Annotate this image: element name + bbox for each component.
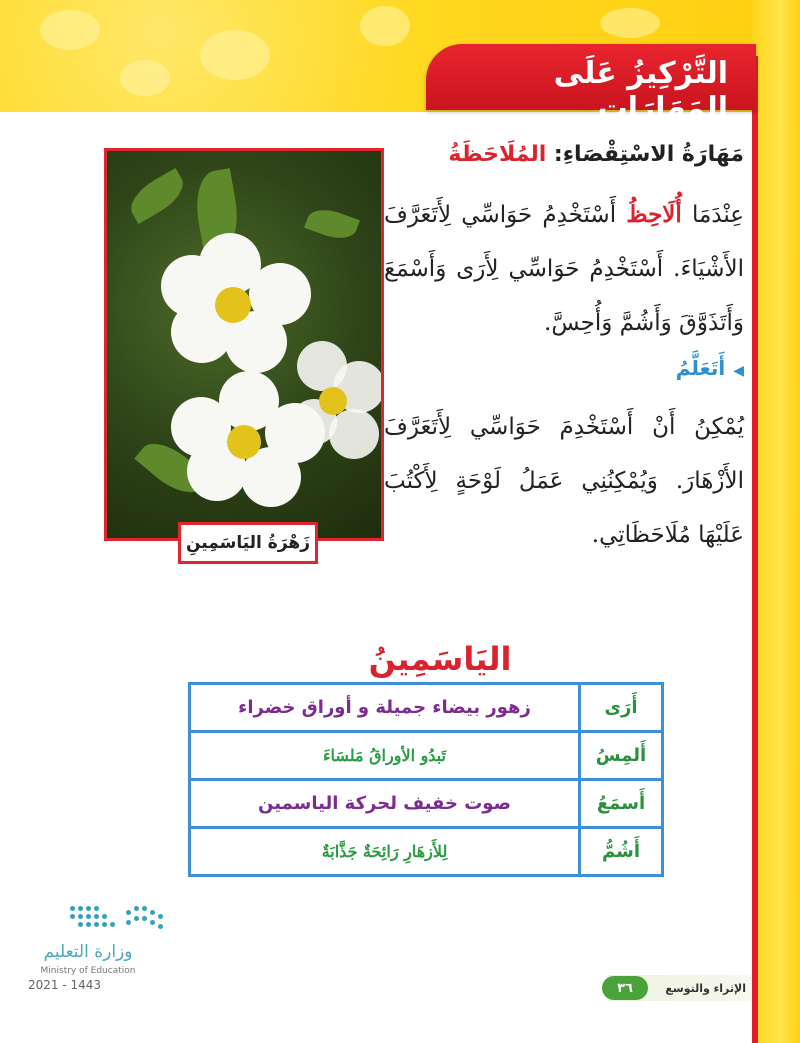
row-label: أَسمَعُ [578,781,661,826]
row-value: صوت خفيف لحركة الياسمين [258,793,511,814]
row-value: زهور بيضاء جميلة و أوراق خضراء [238,697,531,718]
table-row [191,685,661,733]
table-row [191,829,661,874]
table-row [191,781,661,829]
observation-table [188,682,664,877]
page-title: التَّرْكِيزُ عَلَى المَهَارَاتِ [553,56,728,126]
title-banner [426,44,756,126]
ministry-year: 2021 - 1443 [28,978,102,992]
intro-rest: أَسْتَخْدِمُ حَوَاسِّي لِأَتَعَرَّفَ الأَشْيَاءَ. أَسْتَخْدِمُ حَوَاسِّي لِأَرَى وَأَسْمَعَ وَأَتَذَوَّقَ وَأَشُمَّ وَأُحِسَّ. [384,202,744,336]
footer-label: الإثراء والتوسع [665,981,746,995]
intro-keyword: أُلَاحِظُ [626,201,682,228]
intro-lead: عِنْدَمَا [691,202,745,228]
footer-tab [608,975,752,1001]
page-number: ٣٦ [602,976,648,1000]
learn-label: أَتَعَلَّمُ [675,356,726,380]
skill-prefix: مَهَارَةُ الاسْتِقْصَاءِ: [553,142,744,167]
row-label: أَرَى [578,685,661,730]
row-label: أَلمِسُ [578,733,661,778]
red-stripe [752,56,758,1043]
ministry-logo-icon [70,900,170,936]
learn-paragraph: يُمْكِنُ أَنْ أَسْتَخْدِمَ حَوَاسِّي لِأَتَعَرَّفَ الأَزْهَارَ. وَيُمْكِنُنِي عَمَلُ لَوْحَةٍ لِأَكْتُبَ عَلَيْهَا مُلَاحَظَاتِي. [384,414,744,548]
photo-caption: زَهْرَةُ اليَاسَمِينِ [178,522,318,564]
table-row [191,733,661,781]
skill-name: المُلَاحَظَةُ [448,142,547,167]
ministry-name-en: Ministry of Education [40,966,136,976]
jasmine-photo [104,148,384,541]
ministry-name-ar: وزارة التعليم [43,942,133,962]
row-label: أَشُمُّ [578,829,661,874]
triangle-icon: ◀ [733,363,744,379]
learn-heading [676,356,744,380]
yellow-frame-right [752,0,800,1043]
skill-heading [404,142,744,167]
intro-paragraph [384,188,744,350]
row-value: لِلأَزهَارِ رَائِحَةٌ جَذَّابَةٌ [321,842,448,861]
row-value: تَبدُو الأوراقُ مَلسَاءَ [323,746,446,765]
table-title: اليَاسَمِينُ [368,640,512,678]
